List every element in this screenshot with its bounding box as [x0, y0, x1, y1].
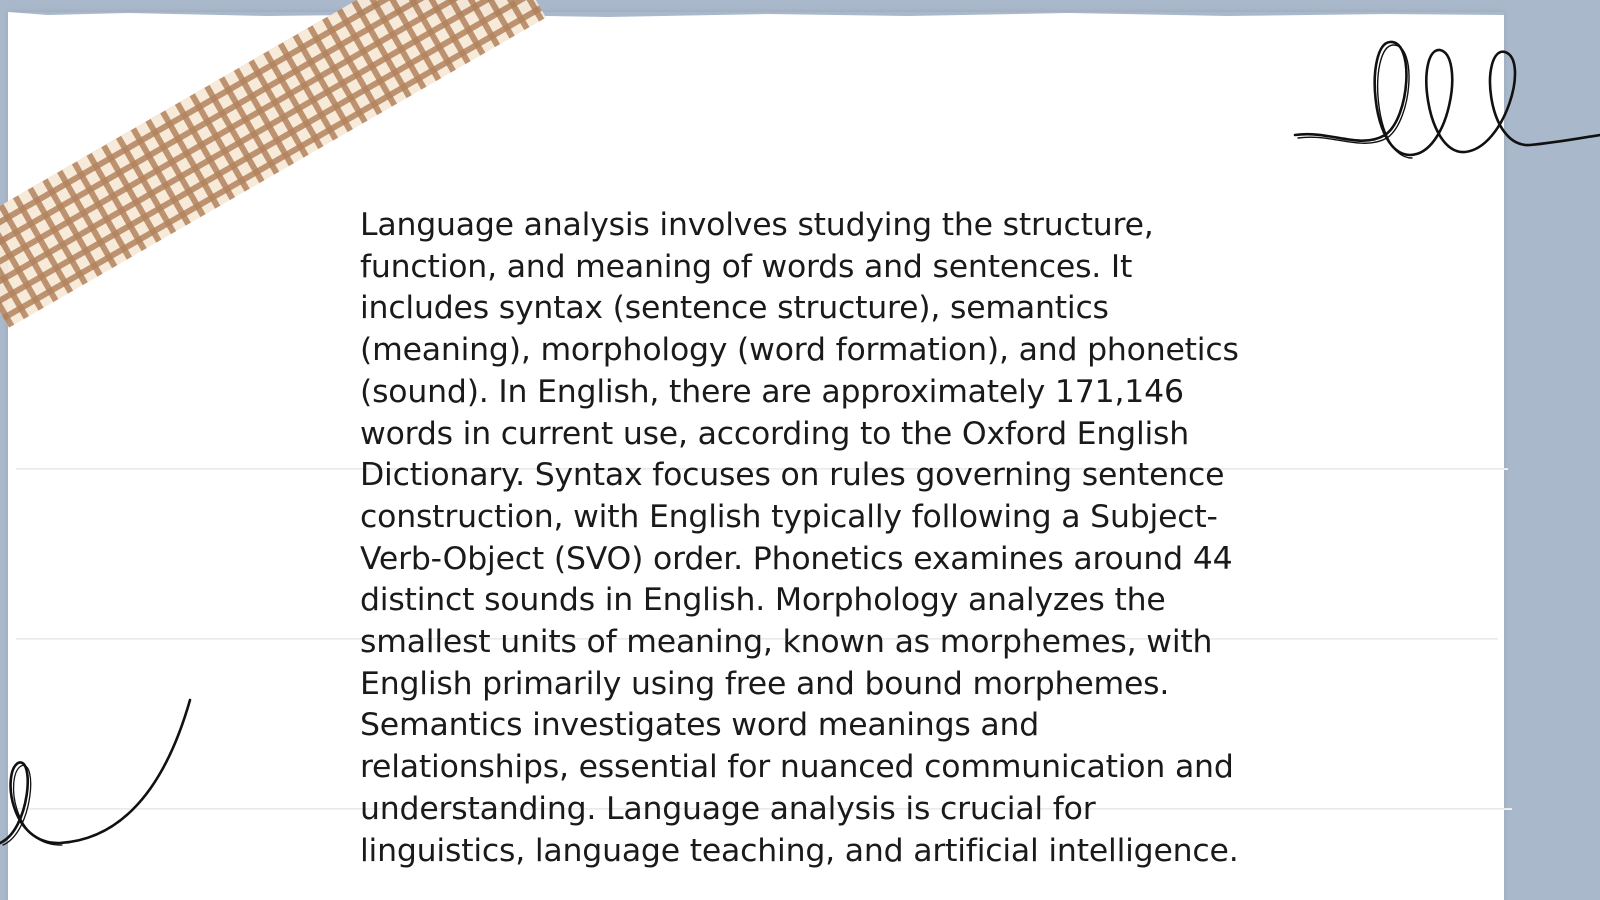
check-swirl-icon	[0, 695, 200, 855]
loop-squiggle-icon	[1290, 30, 1600, 160]
body-paragraph: Language analysis involves studying the structure, function, and meaning of words and sentences. It includes syntax (sentence structure), semantics (meaning), morphology (word formation), and phonetics (sound). In English, there are approximately 171,146 words in current use, according to the Oxford English Dictionary. Syntax focuses on rules governing sentence construction, with English typically following a Subject-Verb-Object (SVO) order. Phonetics examines around 44 distinct sounds in English. Morphology analyzes the smallest units of meaning, known as morphemes, with English primarily using free and bound morphemes. Semantics investigates word meanings and relationships, essential for nuanced communication and understanding. Language analysis is crucial for linguistics, language teaching, and artificial intelligence.	[360, 207, 1239, 869]
paper-torn-edge	[8, 12, 1504, 24]
